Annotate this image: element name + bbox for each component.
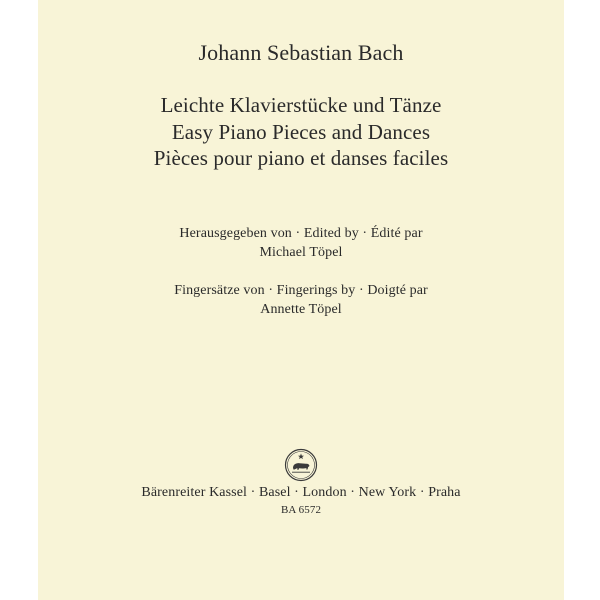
editor-name: Michael Töpel — [259, 245, 343, 260]
title-german: Leichte Klavierstücke und Tänze — [160, 93, 442, 117]
title-page — [38, 0, 564, 600]
title-english: Easy Piano Pieces and Dances — [171, 120, 431, 144]
editor-label: Herausgegeben von · Edited by · Édité par — [179, 226, 423, 241]
title-french: Pièces pour piano et danses faciles — [153, 146, 449, 170]
fingerings-label: Fingersätze von · Fingerings by · Doigté par — [174, 283, 428, 298]
publisher-line: Bärenreiter Kassel · Basel · London · New York · Praha — [141, 485, 461, 500]
composer-name: Johann Sebastian Bach — [198, 40, 404, 65]
catalog-number: BA 6572 — [280, 504, 322, 516]
fingerings-name: Annette Töpel — [260, 302, 342, 317]
baerenreiter-bear-logo-icon — [284, 448, 318, 482]
